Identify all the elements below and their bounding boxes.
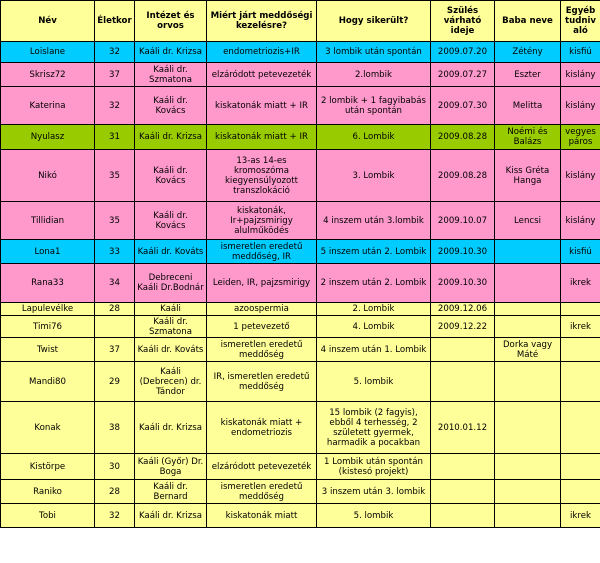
cell-baba-neve — [495, 480, 561, 504]
cell-intezet-orvos: Kaáli dr. Kovács — [135, 202, 207, 240]
cell-szules — [431, 504, 495, 528]
cell-eletkor: 38 — [95, 402, 135, 454]
cell-eletkor: 35 — [95, 202, 135, 240]
cell-egyeb — [561, 303, 600, 316]
cell-szules: 2009.07.27 — [431, 63, 495, 87]
cell-egyeb — [561, 454, 600, 480]
cell-nev: Lona1 — [1, 240, 95, 264]
header-intezet-orvos: Intézet és orvos — [135, 1, 207, 42]
cell-intezet-orvos: Kaáli dr. Krizsa — [135, 42, 207, 63]
cell-ok: elzáródott petevezeték — [207, 63, 317, 87]
table-row — [1, 63, 600, 87]
cell-ok: kiskatonák miatt — [207, 504, 317, 528]
header-ok: Miért járt meddőségi kezelésre? — [207, 1, 317, 42]
cell-nev: Katerina — [1, 87, 95, 125]
cell-baba-neve — [495, 402, 561, 454]
table-row — [1, 264, 600, 303]
cell-baba-neve: Melitta — [495, 87, 561, 125]
table-row — [1, 150, 600, 202]
header-eredmeny: Hogy sikerült? — [317, 1, 431, 42]
cell-intezet-orvos: Kaáli dr. Kovács — [135, 150, 207, 202]
cell-nev: Konak — [1, 402, 95, 454]
cell-intezet-orvos: Kaáli dr. Bernard — [135, 480, 207, 504]
cell-eredmeny: 2 inszem után 2. Lombik — [317, 264, 431, 303]
cell-nev: Twist — [1, 338, 95, 362]
cell-nev: Nyulasz — [1, 125, 95, 150]
cell-egyeb — [561, 362, 600, 402]
cell-eletkor: 31 — [95, 125, 135, 150]
cell-ok: endometriozis+IR — [207, 42, 317, 63]
cell-egyeb: kisfiú — [561, 240, 600, 264]
header-eletkor: Életkor — [95, 1, 135, 42]
table-row — [1, 316, 600, 338]
cell-baba-neve: Eszter — [495, 63, 561, 87]
cell-baba-neve — [495, 454, 561, 480]
cell-eletkor: 28 — [95, 303, 135, 316]
cell-eletkor: 35 — [95, 150, 135, 202]
table-row — [1, 42, 600, 63]
cell-eredmeny: 2 lombik + 1 fagyibabás után spontán — [317, 87, 431, 125]
table-row — [1, 240, 600, 264]
cell-egyeb: ikrek — [561, 264, 600, 303]
table-row — [1, 338, 600, 362]
cell-intezet-orvos: Kaáli (Debrecen) dr. Tándor — [135, 362, 207, 402]
cell-eredmeny: 2. Lombik — [317, 303, 431, 316]
cell-ok: ismeretlen eredetű meddőség, IR — [207, 240, 317, 264]
cell-nev: Timi76 — [1, 316, 95, 338]
cell-egyeb: ikrek — [561, 316, 600, 338]
cell-egyeb: kislány — [561, 87, 600, 125]
cell-szules: 2009.07.30 — [431, 87, 495, 125]
cell-eredmeny: 2.lombik — [317, 63, 431, 87]
cell-eletkor: 33 — [95, 240, 135, 264]
cell-szules — [431, 480, 495, 504]
cell-szules — [431, 362, 495, 402]
cell-eredmeny: 6. Lombik — [317, 125, 431, 150]
cell-szules: 2009.07.20 — [431, 42, 495, 63]
cell-eletkor: 34 — [95, 264, 135, 303]
table-row — [1, 362, 600, 402]
cell-nev: Skrisz72 — [1, 63, 95, 87]
cell-baba-neve: Dorka vagy Máté — [495, 338, 561, 362]
cell-eredmeny: 4 inszem után 3.lombik — [317, 202, 431, 240]
cell-baba-neve — [495, 240, 561, 264]
cell-szules: 2009.10.30 — [431, 240, 495, 264]
table-body — [1, 42, 600, 528]
cell-eredmeny: 15 lombik (2 fagyis), ebből 4 terhesség, 2 született gyermek, harmadik a pocakban — [317, 402, 431, 454]
cell-baba-neve — [495, 362, 561, 402]
cell-ok: 1 petevezető — [207, 316, 317, 338]
cell-eredmeny: 1 Lombik után spontán (kistesó projekt) — [317, 454, 431, 480]
cell-baba-neve: Lencsi — [495, 202, 561, 240]
cell-intezet-orvos: Kaáli dr. Szmatona — [135, 316, 207, 338]
header-row — [1, 1, 600, 42]
cell-eredmeny: 3. Lombik — [317, 150, 431, 202]
table-row — [1, 303, 600, 316]
header-szules: Szülés várható ideje — [431, 1, 495, 42]
cell-szules: 2009.12.06 — [431, 303, 495, 316]
cell-eredmeny: 3 lombik után spontán — [317, 42, 431, 63]
cell-baba-neve — [495, 303, 561, 316]
cell-szules: 2009.08.28 — [431, 125, 495, 150]
cell-eletkor: 37 — [95, 338, 135, 362]
cell-ok: elzáródott petevezeték — [207, 454, 317, 480]
cell-eletkor: 32 — [95, 42, 135, 63]
cell-nev: Nikó — [1, 150, 95, 202]
cell-egyeb: ikrek — [561, 504, 600, 528]
cell-egyeb: kisfiú — [561, 42, 600, 63]
table-row — [1, 454, 600, 480]
cell-szules: 2009.10.07 — [431, 202, 495, 240]
cell-egyeb: kislány — [561, 202, 600, 240]
cell-eredmeny: 4. Lombik — [317, 316, 431, 338]
cell-egyeb: kislány — [561, 150, 600, 202]
table-row — [1, 87, 600, 125]
header-baba-neve: Baba neve — [495, 1, 561, 42]
cell-nev: Kistörpe — [1, 454, 95, 480]
cell-ok: azoospermia — [207, 303, 317, 316]
cell-ok: ismeretlen eredetű meddőség — [207, 338, 317, 362]
cell-intezet-orvos: Kaáli — [135, 303, 207, 316]
cell-ok: IR, ismeretlen eredetű meddőség — [207, 362, 317, 402]
cell-eletkor: 29 — [95, 362, 135, 402]
cell-intezet-orvos: Kaáli dr. Szmatona — [135, 63, 207, 87]
cell-egyeb: vegyespáros — [561, 125, 600, 150]
cell-baba-neve — [495, 316, 561, 338]
cell-szules: 2009.12.22 — [431, 316, 495, 338]
cell-szules — [431, 338, 495, 362]
cell-egyeb — [561, 338, 600, 362]
cell-eletkor: 30 — [95, 454, 135, 480]
cell-intezet-orvos: Kaáli dr. Krizsa — [135, 125, 207, 150]
cell-eredmeny: 5 inszem után 2. Lombik — [317, 240, 431, 264]
table-row — [1, 125, 600, 150]
cell-eletkor — [95, 316, 135, 338]
cell-nev: Tobi — [1, 504, 95, 528]
cell-eredmeny: 3 inszem után 3. lombik — [317, 480, 431, 504]
header-nev: Név — [1, 1, 95, 42]
cell-ok: ismeretlen eredetű meddőség — [207, 480, 317, 504]
cell-baba-neve — [495, 264, 561, 303]
cell-ok: Leiden, IR, pajzsmirigy — [207, 264, 317, 303]
table-row — [1, 480, 600, 504]
cell-eredmeny: 5. lombik — [317, 504, 431, 528]
cell-baba-neve — [495, 504, 561, 528]
cell-egyeb — [561, 480, 600, 504]
cell-ok: kiskatonák, Ir+pajzsmirigy alulműködés — [207, 202, 317, 240]
cell-baba-neve: Noémi és Balázs — [495, 125, 561, 150]
cell-nev: Tillidian — [1, 202, 95, 240]
cell-eletkor: 32 — [95, 504, 135, 528]
table-row — [1, 402, 600, 454]
cell-intezet-orvos: Kaáli dr. Kovács — [135, 87, 207, 125]
cell-eredmeny: 5. lombik — [317, 362, 431, 402]
cell-ok: 13-as 14-es kromoszóma kiegyensúlyozott transzlokáció — [207, 150, 317, 202]
cell-intezet-orvos: Kaáli dr. Krizsa — [135, 402, 207, 454]
table-row — [1, 504, 600, 528]
cell-nev: Raniko — [1, 480, 95, 504]
cell-intezet-orvos: Debreceni Kaáli Dr.Bodnár — [135, 264, 207, 303]
header-egyeb: Egyéb tudnivaló — [561, 1, 600, 42]
cell-szules: 2009.10.30 — [431, 264, 495, 303]
cell-eredmeny: 4 inszem után 1. Lombik — [317, 338, 431, 362]
cell-nev: Rana33 — [1, 264, 95, 303]
cell-eletkor: 32 — [95, 87, 135, 125]
cell-eletkor: 37 — [95, 63, 135, 87]
cell-nev: Lapulevélke — [1, 303, 95, 316]
cell-szules: 2009.08.28 — [431, 150, 495, 202]
cell-szules: 2010.01.12 — [431, 402, 495, 454]
cell-intezet-orvos: Kaáli (Győr) Dr. Boga — [135, 454, 207, 480]
cell-szules — [431, 454, 495, 480]
cell-eletkor: 28 — [95, 480, 135, 504]
cell-intezet-orvos: Kaáli dr. Kováts — [135, 240, 207, 264]
cell-nev: Mandi80 — [1, 362, 95, 402]
cell-nev: Loislane — [1, 42, 95, 63]
cell-ok: kiskatonák miatt + IR — [207, 87, 317, 125]
cell-baba-neve: Kiss Gréta Hanga — [495, 150, 561, 202]
cell-baba-neve: Zétény — [495, 42, 561, 63]
cell-egyeb: kislány — [561, 63, 600, 87]
cell-ok: kiskatonák miatt + IR — [207, 125, 317, 150]
cell-intezet-orvos: Kaáli dr. Krizsa — [135, 504, 207, 528]
cell-egyeb — [561, 402, 600, 454]
cell-intezet-orvos: Kaáli dr. Kováts — [135, 338, 207, 362]
cell-ok: kiskatonák miatt + endometriozis — [207, 402, 317, 454]
table-row — [1, 202, 600, 240]
